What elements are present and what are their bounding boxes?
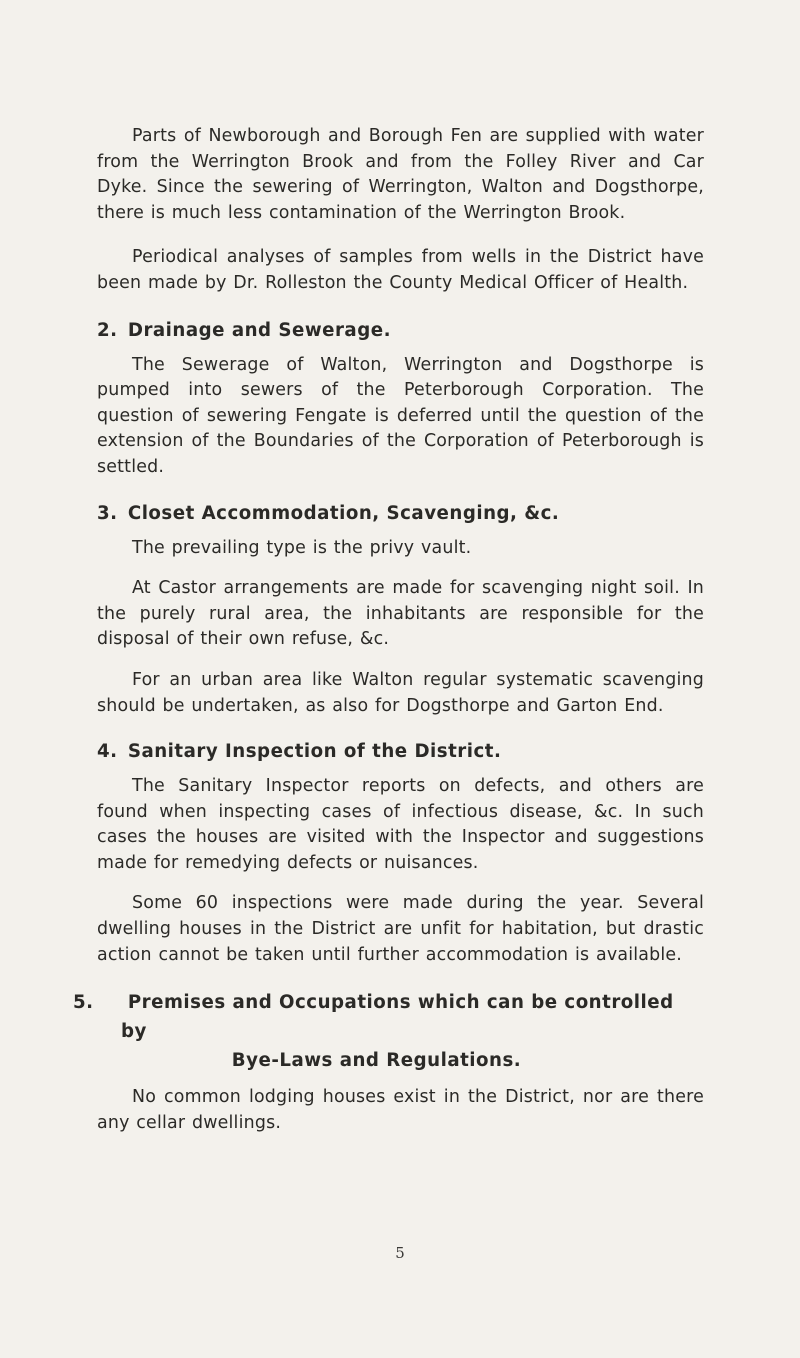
section-number: 2.	[97, 319, 118, 341]
section-title-line1: Premises and Occupations which can be controlled by	[121, 992, 674, 1043]
section-heading-premises	[73, 988, 704, 1075]
page-number: 5	[395, 1244, 405, 1262]
paragraph-inspector-reports: The Sanitary Inspector reports on defects, and others are found when inspecting cases of infectious disease, &c. In such cases the houses are visited with the Inspector and suggestions made for remedying defects or nuisances.	[97, 776, 704, 873]
section-heading-drainage	[97, 318, 704, 343]
section-heading-inspection	[97, 739, 704, 764]
section-title: Sanitary Inspection of the District.	[127, 741, 502, 763]
section-number: 4.	[97, 741, 118, 763]
section-heading-closet	[97, 501, 704, 526]
section-title: Closet Accommodation, Scavenging, &c.	[127, 502, 560, 524]
section-number: 5.	[73, 992, 94, 1014]
section-title-line2: Bye-Laws and Regulations.	[231, 1050, 522, 1072]
paragraph-water-supply: Parts of Newborough and Borough Fen are supplied with water from the Werrington Brook and from the Folley River and Car Dyke. Since the sewering of Werrington, Walton and Dogsthorpe, there is much less contamination of the Werrington Brook.	[97, 126, 704, 223]
paragraph-privy-vault: The prevailing type is the privy vault.	[132, 537, 472, 558]
section-title: Drainage and Sewerage.	[127, 319, 391, 341]
paragraph-lodging-houses: No common lodging houses exist in the District, nor are there any cellar dwellings.	[97, 1087, 704, 1133]
paragraph-inspections-count: Some 60 inspections were made during the year. Several dwelling houses in the District are unfit for habitation, but drastic action cannot be taken until further accommodation is available.	[97, 893, 704, 965]
paragraph-sewerage: The Sewerage of Walton, Werrington and Dogsthorpe is pumped into sewers of the Peterborough Corporation. The question of sewering Fengate is deferred until the question of the extension of the Boundaries of the Corporation of Peterborough is settled.	[97, 354, 704, 477]
paragraph-analyses: Periodical analyses of samples from wells in the District have been made by Dr. Rolleston the County Medical Officer of Health.	[97, 247, 704, 293]
paragraph-walton: For an urban area like Walton regular systematic scavenging should be undertaken, as also for Dogsthorpe and Garton End.	[97, 669, 704, 716]
section-number: 3.	[97, 502, 118, 524]
paragraph-castor: At Castor arrangements are made for scavenging night soil. In the purely rural area, the inhabitants are responsible for the disposal of their own refuse, &c.	[97, 578, 704, 650]
